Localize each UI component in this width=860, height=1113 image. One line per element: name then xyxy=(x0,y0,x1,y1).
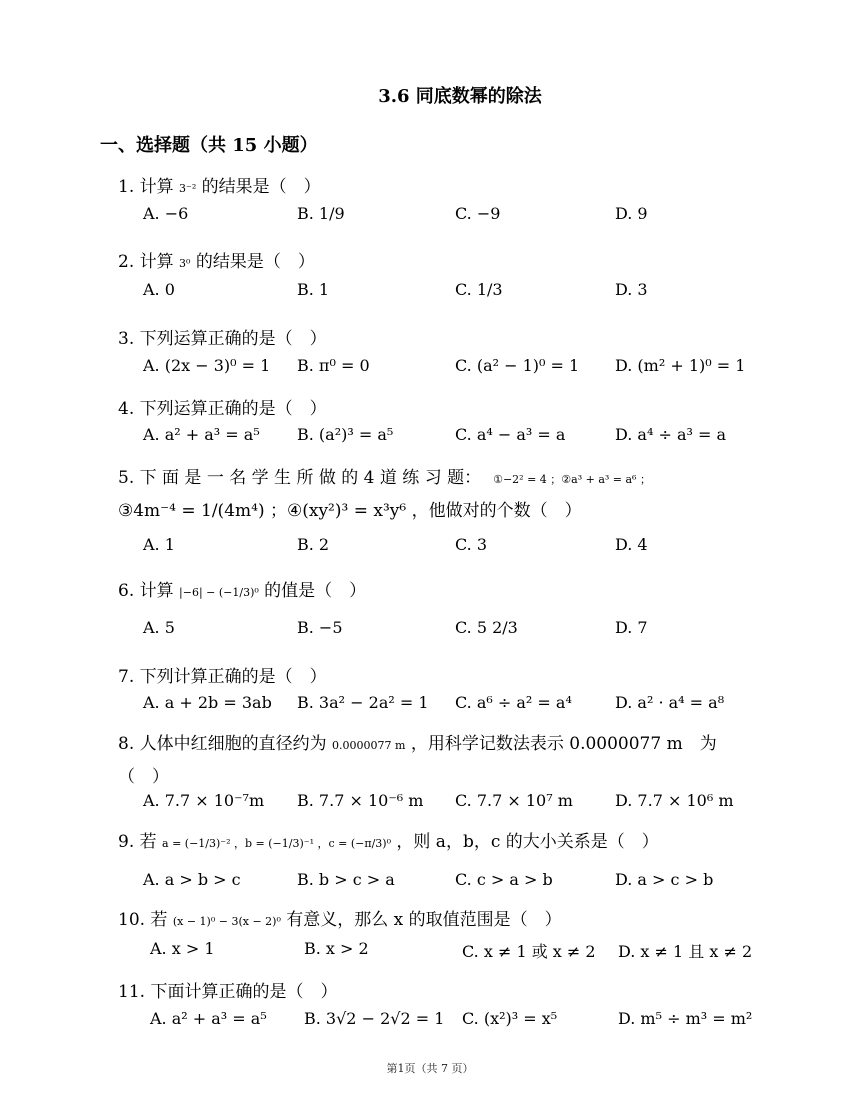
option-b: B. 2 xyxy=(297,535,330,554)
option-d: D. (m² + 1)⁰ = 1 xyxy=(615,356,746,375)
page-footer: 第1页（共 7 页） xyxy=(386,1062,474,1075)
option-d: D. x ≠ 1 且 x ≠ 2 xyxy=(618,942,753,961)
question-10-math: (x − 1)⁰ − 3(x − 2)⁰ xyxy=(172,915,281,928)
question-3-stem: 3. 下列运算正确的是（ ） xyxy=(118,329,327,349)
option-b: B. 7.7 × 10⁻⁶ m xyxy=(297,791,424,810)
option-c: C. a⁴ − a³ = a xyxy=(455,425,566,444)
option-c: C. x ≠ 1 或 x ≠ 2 xyxy=(462,942,596,961)
option-b: B. x > 2 xyxy=(304,939,369,958)
option-c: C. (a² − 1)⁰ = 1 xyxy=(455,356,580,375)
option-c: C. c > a > b xyxy=(455,870,553,889)
question-6-math: |−6| − (−1/3)⁰ xyxy=(179,586,259,599)
section-heading: 一、选择题（共 15 小题） xyxy=(100,135,318,156)
option-b: B. 3√2 − 2√2 = 1 xyxy=(304,1009,445,1028)
option-d: D. 4 xyxy=(615,535,648,554)
option-c: C. 3 xyxy=(455,535,488,554)
option-b: B. −5 xyxy=(297,618,343,637)
option-a: A. 0 xyxy=(143,280,175,299)
option-c: C. 5 2/3 xyxy=(455,618,518,637)
option-b: B. π⁰ = 0 xyxy=(297,356,370,375)
option-b: B. 1 xyxy=(297,280,330,299)
page-title: 3.6 同底数幂的除法 xyxy=(378,86,542,107)
question-8-math: 0.0000077 m xyxy=(332,739,406,752)
option-b: B. 3a² − 2a² = 1 xyxy=(297,693,429,712)
option-a: A. −6 xyxy=(143,204,189,223)
option-d: D. m⁵ ÷ m³ = m² xyxy=(618,1009,753,1028)
option-d: D. 7.7 × 10⁶ m xyxy=(615,791,734,810)
option-a: A. a² + a³ = a⁵ xyxy=(143,425,260,444)
question-9-stem: 9. 若 a = (−1/3)⁻² ，b = (−1/3)⁻¹ ，c = (−π/3)⁰ ，则 a，b，c 的大小关系是（ ） xyxy=(118,832,659,852)
option-b: B. b > c > a xyxy=(297,870,395,889)
question-10-stem: 10. 若 (x − 1)⁰ − 3(x − 2)⁰ 有意义，那么 x 的取值范围是（ ） xyxy=(118,910,562,930)
option-a: A. (2x − 3)⁰ = 1 xyxy=(143,356,271,375)
question-4-stem: 4. 下列运算正确的是（ ） xyxy=(118,399,327,419)
option-a: A. 1 xyxy=(143,535,175,554)
option-a: A. 7.7 × 10⁻⁷m xyxy=(143,791,265,810)
option-d: D. 9 xyxy=(615,204,648,223)
option-a: A. a² + a³ = a⁵ xyxy=(150,1009,267,1028)
question-11-stem: 11. 下面计算正确的是（ ） xyxy=(118,982,338,1002)
option-c: C. −9 xyxy=(455,204,501,223)
option-a: A. 5 xyxy=(143,618,175,637)
option-c: C. 1/3 xyxy=(455,280,503,299)
question-1-stem: 1. 计算 3⁻² 的结果是（ ） xyxy=(118,177,321,197)
option-c: C. 7.7 × 10⁷ m xyxy=(455,791,573,810)
question-9-math: a = (−1/3)⁻² ，b = (−1/3)⁻¹ ，c = (−π/3)⁰ xyxy=(162,837,391,850)
option-b: B. (a²)³ = a⁵ xyxy=(297,425,394,444)
question-1-math: 3⁻² xyxy=(179,182,197,195)
option-a: A. a > b > c xyxy=(143,870,241,889)
option-c: C. a⁶ ÷ a² = a⁴ xyxy=(455,693,572,712)
option-d: D. 7 xyxy=(615,618,648,637)
question-5-stem: 5. 下 面 是 一 名 学 生 所 做 的 4 道 练 习 题： ①−2² = 4 ；②a³ + a³ = a⁶ ； xyxy=(118,468,651,488)
question-7-stem: 7. 下列计算正确的是（ ） xyxy=(118,667,327,687)
option-a: A. a + 2b = 3ab xyxy=(143,693,272,712)
option-d: D. 3 xyxy=(615,280,648,299)
option-d: D. a⁴ ÷ a³ = a xyxy=(615,425,727,444)
option-a: A. x > 1 xyxy=(150,939,215,958)
question-5-stem-line2: ③4m⁻⁴ = 1/(4m⁴) ；④(xy²)³ = x³y⁶ ，他做对的个数（ ） xyxy=(118,501,582,521)
option-d: D. a > c > b xyxy=(615,870,714,889)
option-d: D. a² · a⁴ = a⁸ xyxy=(615,693,725,712)
option-c: C. (x²)³ = x⁵ xyxy=(462,1009,558,1028)
question-2-stem: 2. 计算 3⁰ 的结果是（ ） xyxy=(118,252,315,272)
question-6-stem: 6. 计算 |−6| − (−1/3)⁰ 的值是（ ） xyxy=(118,581,367,601)
question-5-math: ①−2² = 4 ；②a³ + a³ = a⁶ ； xyxy=(493,473,651,486)
question-2-math: 3⁰ xyxy=(179,257,191,270)
question-8-stem-line2: （ ） xyxy=(118,767,169,787)
option-b: B. 1/9 xyxy=(297,204,345,223)
question-8-stem: 8. 人体中红细胞的直径约为 0.0000077 m ，用科学记数法表示 0.0000077 m 为 xyxy=(118,734,717,754)
